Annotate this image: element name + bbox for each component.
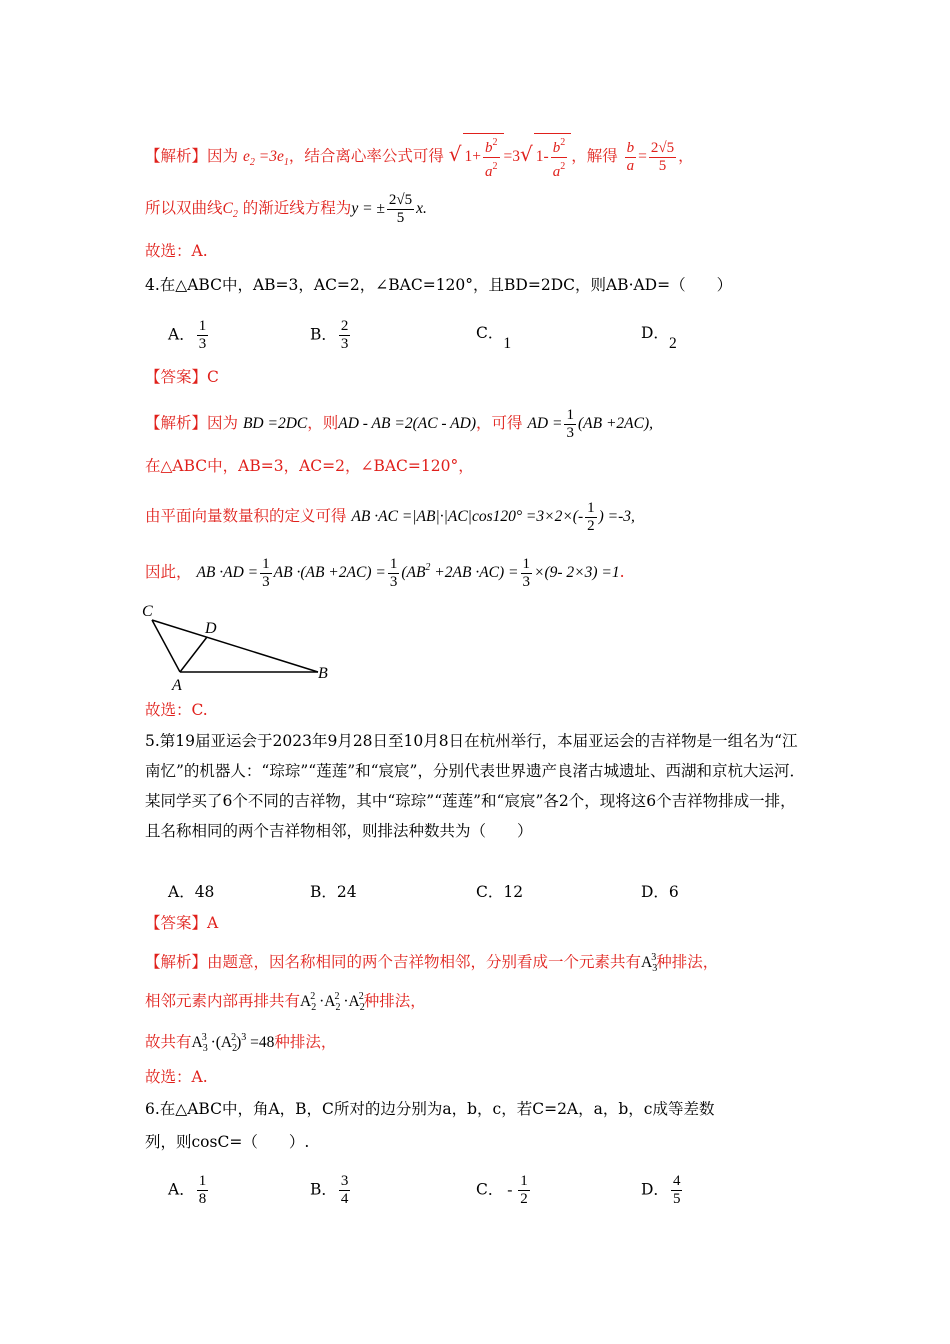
analysis-tag: 【解析】 (145, 414, 208, 433)
text: ，结合离心率公式可得 (288, 147, 444, 166)
q5-option-c: C．12 (476, 883, 524, 901)
segment-ad (180, 637, 207, 672)
text: ，解得 (571, 147, 618, 166)
formula-ratio: $\frac{b}{a}$ = $\frac{2√5}{5}$ ， (626, 140, 694, 174)
q4-option-b: B． $\frac{2}{3}$ (310, 318, 349, 352)
formula-a22: $A_2^2 \cdot A_2^2 \cdot A_2^2$ (300, 991, 365, 1013)
label-c: C (142, 603, 153, 620)
text: 种排法， (274, 1033, 337, 1051)
text: 所以双曲线 (145, 199, 223, 218)
q4-solution-4: 因此， AB ·AD = $\frac{1}{3}$ AB ·(AB +2AC) = $\frac{1}{3}$ $(AB^2 +2AB \cdot AC)$ = $\frac{1}{3}$ ×(9- 2×3) =1. (145, 556, 625, 590)
text: 由平面向量数量积的定义可得 (145, 507, 347, 526)
q4-solution-2: 在△ABC中，AB=3，AC=2，∠BAC=120°， (145, 457, 474, 475)
q6-option-c: C． - $\frac{1}{2}$ (476, 1173, 528, 1207)
text: ，可得 (476, 414, 523, 433)
q4-solution-1 (145, 407, 653, 442)
q4-option-d: D．2 (641, 324, 677, 352)
analysis-line-1 (145, 133, 694, 181)
formula-asymptote: y = ± $\frac{2√5}{5}$ x. (351, 192, 427, 226)
q5-solution-3 (145, 1027, 336, 1060)
text: 种排法， (656, 953, 719, 971)
text: 由题意，因名称相同的两个吉祥物相邻，分别看成一个元素共有 (207, 953, 642, 971)
text: 因为 (207, 147, 239, 166)
q4-answer: 【答案】C (145, 368, 219, 386)
formula-final: AB ·AD = $\frac{1}{3}$ AB ·(AB +2AC) = $\frac{1}{3}$ $(AB^2 +2AB \cdot AC)$ = $\frac{1}{3}$ ×(9- 2×3) =1 (196, 556, 620, 590)
q5-option-a: A．48 (168, 883, 215, 901)
q4-option-a: A． $\frac{1}{3}$ (168, 318, 207, 352)
text: 因此， (145, 563, 192, 582)
formula-sqrt: √ 1+ $\frac{b^2}{a^2}$ =3√ 1- $\frac{b^2}{a^2}$ (449, 148, 571, 165)
text: 相邻元素内部再排共有 (145, 992, 301, 1010)
q5-solution-2 (145, 986, 426, 1019)
formula-a33: $A_3^3$ (641, 952, 658, 974)
label-d: D (205, 620, 217, 637)
q5-choice: 故选：A. (145, 1068, 208, 1086)
q4-solution-3 (145, 500, 635, 535)
formula-e2: $e_2 =3e_1$ (242, 148, 289, 169)
choice-line: 故选：A. (145, 242, 208, 260)
triangle-figure (140, 598, 340, 693)
question-5: 5.第19届亚运会于2023年9月28日至10月8日在杭州举行，本届亚运会的吉祥物是一组名为“江南忆”的机器人：“琮琮”“莲莲”和“宸宸”，分别代表世界遗产良渚古城遗址、西湖和京杭大运河．某同学买了6个不同的吉祥物，其中“琮琮”“莲莲”和“宸宸”各2个，现将这6个吉祥物排成一排，且名称相同的两个吉祥物相邻，则排法种数共为（ ） (145, 732, 805, 840)
segment-cb (152, 620, 318, 672)
q6-option-d: D． $\frac{4}{5}$ (641, 1173, 681, 1207)
q5-answer: 【答案】A (145, 914, 219, 932)
text: 种排法， (363, 992, 426, 1010)
q6-option-b: B． $\frac{3}{4}$ (310, 1173, 349, 1207)
q5-solution-1 (145, 947, 718, 980)
q4-option-c: C．1 (476, 324, 512, 352)
formula-dot: AB ·AC =|AB|·|AC|cos120° =3×2×(- $\frac{1}{2}$ ) =-3, (351, 500, 635, 534)
text: ，则 (307, 414, 339, 433)
formula-total: $A_3^3 \cdot(A_2^2)^3 =48$ (191, 1032, 275, 1054)
q6-option-a: A． $\frac{1}{8}$ (168, 1173, 207, 1207)
analysis-tag: 【解析】 (145, 953, 208, 971)
analysis-tag: 【解析】 (145, 147, 208, 166)
text: 因为 (207, 414, 239, 433)
q4-choice: 故选：C. (145, 701, 208, 719)
q5-option-b: B．24 (310, 883, 357, 901)
question-6-line-2: 列，则cosC=（ ）. (145, 1133, 310, 1151)
formula-bd: BD =2DC (242, 415, 308, 433)
text: 的渐近线方程为 (242, 199, 352, 218)
formula-c2: $C_2$ (222, 200, 238, 221)
q5-option-d: D．6 (641, 883, 679, 901)
formula-ad-ab: AD - AB =2(AC - AD) (338, 415, 477, 433)
formula-ad: AD = $\frac{1}{3}$ (AB +2AC), (527, 407, 653, 441)
question-4: 4.在△ABC中，AB=3，AC=2，∠BAC=120°，且BD=2DC，则AB·AD=（ ） (145, 276, 733, 294)
text: 故共有 (145, 1033, 192, 1051)
question-6-line-1: 6.在△ABC中，角A，B，C所对的边分别为a，b，c，若C=2A，a，b，c成等差数 (145, 1100, 715, 1118)
label-a: A (172, 677, 182, 693)
label-b: B (318, 665, 328, 682)
analysis-line-2 (145, 192, 427, 227)
